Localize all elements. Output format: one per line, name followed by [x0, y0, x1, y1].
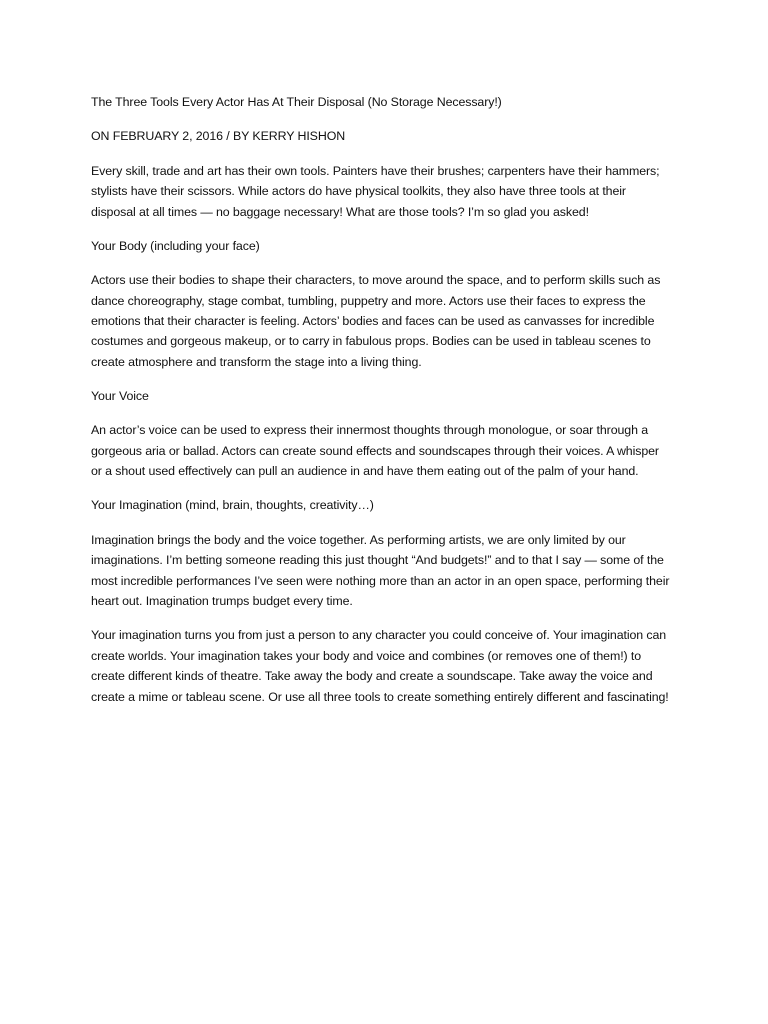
section-paragraph-imagination-1: Imagination brings the body and the voice together. As performing artists, we are only limited by our imaginations. I’m betting someone reading this just thought “And budgets!” and to that I say — some of the most incredible performances I’ve seen were nothing more than an actor in an open space, performing their heart out. Imagination trumps budget every time.: [91, 532, 670, 609]
article-title: The Three Tools Every Actor Has At Their Disposal (No Storage Necessary!): [91, 95, 502, 109]
article-byline: ON FEBRUARY 2, 2016 / BY KERRY HISHON: [91, 129, 346, 144]
section-heading-body: Your Body (including your face): [91, 238, 260, 253]
intro-paragraph: Every skill, trade and art has their own tools. Painters have their brushes; carpenters have their hammers; stylists have their scissors. While actors do have physical toolkits, they also have three tools at their disposal at all times — no baggage necessary! What are those tools? I’m so glad you asked!: [91, 163, 660, 219]
section-paragraph-voice: An actor’s voice can be used to express their innermost thoughts through monologue, or soar through a gorgeous aria or ballad. Actors can create sound effects and soundscapes through their voices. A whisper or a shout used effectively can pull an audience in and have them eating out of the palm of your hand.: [91, 423, 659, 479]
section-paragraph-imagination-2: Your imagination turns you from just a person to any character you could conceive of. Your imagination can create worlds. Your imagination takes your body and voice and combines (or removes one of them!) to create different kinds of theatre. Take away the body and create a soundscape. Take away the voice and create a mime or tableau scene. Or use all three tools to create something entirely different and fascinating!: [91, 628, 669, 704]
section-heading-imagination: Your Imagination (mind, brain, thoughts, creativity…): [91, 498, 374, 513]
document-page: [91, 92, 671, 721]
section-paragraph-body: Actors use their bodies to shape their characters, to move around the space, and to perform skills such as dance choreography, stage combat, tumbling, puppetry and more. Actors use their faces to express the emotions that their character is feeling. Actors’ bodies and faces can be used as canvasses for incredible costumes and gorgeous makeup, or to carry in fabulous props. Bodies can be used in tableau scenes to create atmosphere and transform the stage into a living thing.: [91, 273, 661, 369]
section-heading-voice: Your Voice: [91, 389, 149, 404]
